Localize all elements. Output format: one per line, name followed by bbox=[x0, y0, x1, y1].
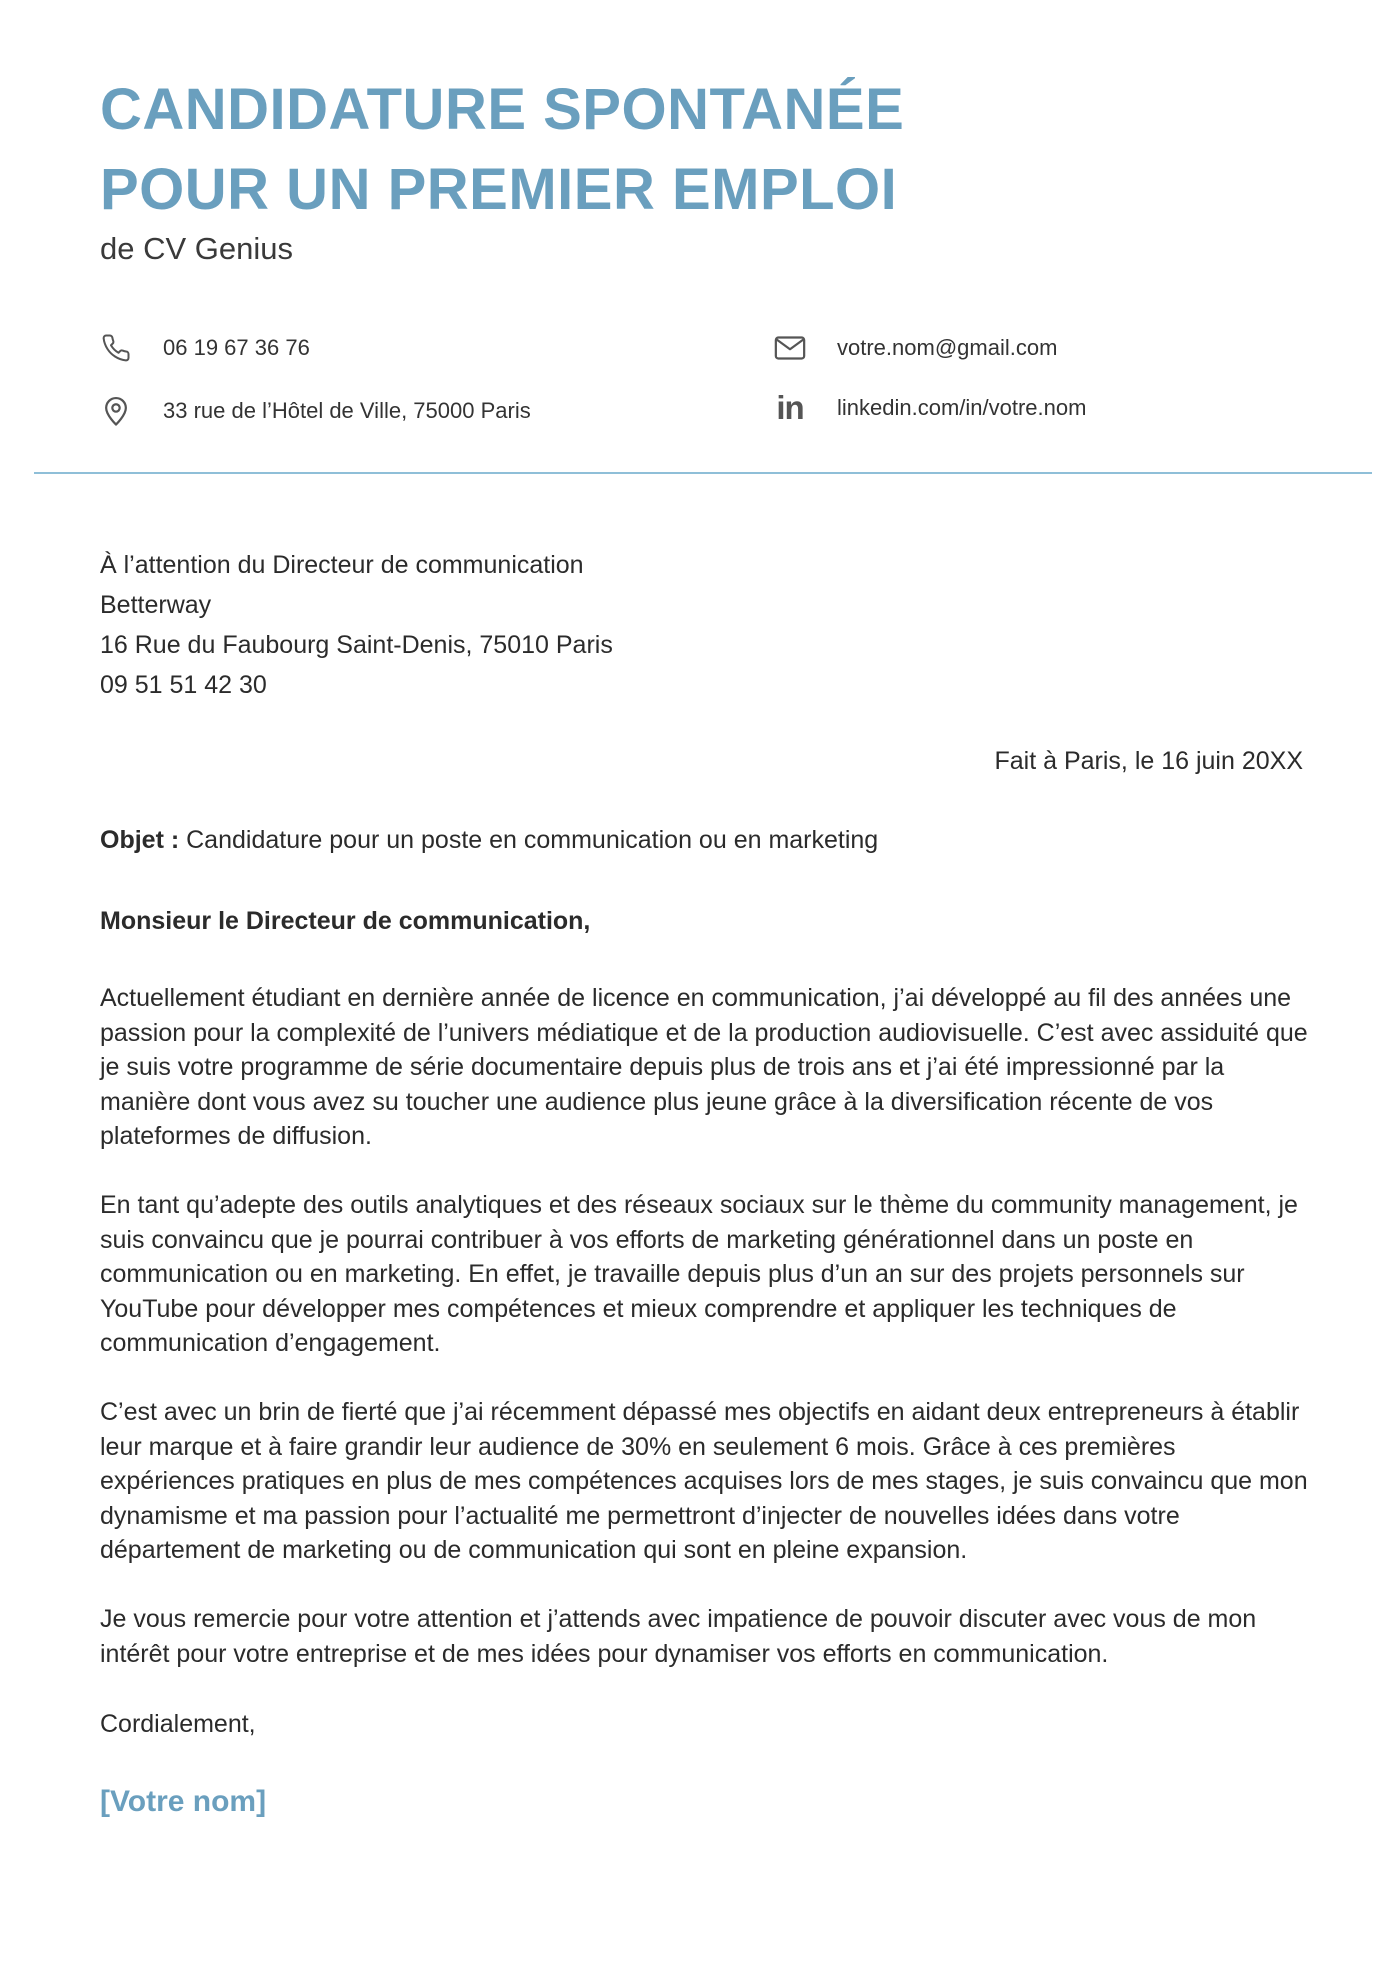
address-value: 33 rue de l’Hôtel de Ville, 75000 Paris bbox=[163, 398, 531, 423]
header-divider bbox=[34, 472, 1372, 474]
email-value[interactable]: votre.nom@gmail.com bbox=[837, 335, 1058, 360]
paragraph-text: En tant qu’adepte des outils analytiques et des réseaux sociaux sur le thème du community management, je suis convaincu que je pourrai contribuer à vos efforts de marketing générationnel dans un poste en communication ou en marketing. En effet, je travaille depuis plus d’un an sur des projets personnels sur YouTube pour développer mes compétences et mieux comprendre et appliquer les techniques de communication d’engagement. bbox=[100, 1191, 1298, 1357]
date-line: Fait à Paris, le 16 juin 20XX bbox=[994, 747, 1303, 775]
contact-linkedin bbox=[773, 391, 1086, 425]
recipient-address: 16 Rue du Faubourg Saint-Denis, 75010 Paris bbox=[100, 631, 613, 659]
paragraph-text: Je vous remercie pour votre attention et j’attends avec impatience de pouvoir discuter avec vous de mon intérêt pour votre entreprise et de mes idées pour dynamiser vos efforts en communication. bbox=[100, 1605, 1257, 1668]
subject-text: Candidature pour un poste en communication ou en marketing bbox=[179, 826, 879, 854]
recipient-block bbox=[100, 545, 613, 705]
subject-label: Objet : bbox=[100, 826, 180, 854]
recipient-company: Betterway bbox=[100, 591, 212, 619]
phone-value[interactable]: 06 19 67 36 76 bbox=[163, 335, 310, 360]
contact-phone bbox=[99, 331, 310, 365]
salutation: Monsieur le Directeur de communication, bbox=[100, 907, 591, 935]
closing: Cordialement, bbox=[100, 1710, 256, 1738]
subject-line bbox=[100, 822, 878, 858]
signature-name: [Votre nom] bbox=[100, 1785, 267, 1818]
subtitle: de CV Genius bbox=[100, 231, 293, 266]
paragraph-1 bbox=[100, 981, 1310, 1154]
letter-title bbox=[100, 70, 904, 230]
paragraph-text: C’est avec un brin de fierté que j’ai récemment dépassé mes objectifs en aidant deux entrepreneurs à établir leur marque et à faire grandir leur audience de 30% en seulement 6 mois. Grâce à ces premières expériences pratiques en plus de mes compétences acquises lors de mes stages, je suis convaincu que mon dynamisme et ma passion pour l’actualité me permettront d’injecter de nouvelles idées dans votre département de marketing ou de communication qui sont en pleine expansion. bbox=[100, 1398, 1308, 1564]
paragraph-3 bbox=[100, 1395, 1310, 1568]
contact-address bbox=[99, 394, 531, 428]
recipient-phone: 09 51 51 42 30 bbox=[100, 671, 267, 699]
recipient-line: À l’attention du Directeur de communication bbox=[100, 551, 584, 579]
paragraph-text: Actuellement étudiant en dernière année de licence en communication, j’ai développé au fil des années une passion pour la complexité de l’univers médiatique et de la production audiovisuelle. C’est avec assiduité que je suis votre programme de série documentaire depuis plus de trois ans et j’ai été impressionné par la manière dont vous avez su toucher une audience plus jeune grâce à la diversification récente de vos plateformes de diffusion. bbox=[100, 984, 1308, 1150]
envelope-icon bbox=[773, 331, 807, 365]
location-pin-icon bbox=[99, 394, 133, 428]
phone-icon bbox=[99, 331, 133, 365]
contact-email bbox=[773, 331, 1057, 365]
paragraph-4 bbox=[100, 1602, 1310, 1671]
paragraph-2 bbox=[100, 1188, 1310, 1361]
title-line-2: POUR UN PREMIER EMPLOI bbox=[100, 157, 898, 222]
title-line-1: CANDIDATURE SPONTANÉE bbox=[100, 77, 905, 142]
linkedin-value[interactable]: linkedin.com/in/votre.nom bbox=[837, 395, 1087, 420]
linkedin-icon: in bbox=[776, 389, 804, 426]
